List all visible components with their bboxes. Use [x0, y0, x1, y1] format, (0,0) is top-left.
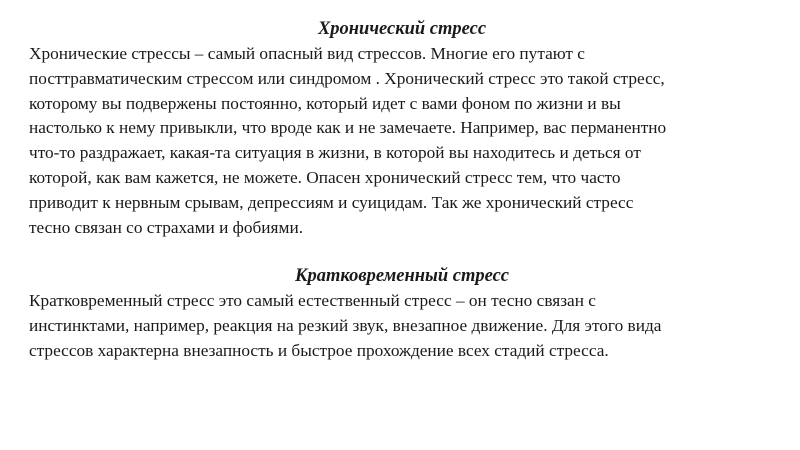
- paragraph-line: тесно связан со страхами и фобиями.: [29, 217, 304, 237]
- paragraph-line: настолько к нему привыкли, что вроде как и не замечаете. Например, вас перманентно: [29, 118, 667, 138]
- short-term-stress-paragraph: [29, 289, 775, 363]
- paragraph-line: которой, как вам кажется, не можете. Опасен хронический стресс тем, что часто: [29, 167, 621, 187]
- chronic-stress-paragraph: [29, 42, 775, 240]
- paragraph-line: Кратковременный стресс это самый естественный стресс – он тесно связан с: [29, 291, 596, 310]
- paragraph-line: приводит к нервным срывам, депрессиям и суицидам. Так же хронический стресс: [29, 192, 634, 212]
- short-term-stress-section: [29, 263, 775, 363]
- chronic-stress-heading: Хронический стресс: [317, 19, 487, 39]
- paragraph-line: инстинктами, например, реакция на резкий звук, внезапное движение. Для этого вида: [29, 315, 662, 335]
- chronic-stress-section: [29, 16, 775, 240]
- paragraph-line: Хронические стрессы – самый опасный вид стрессов. Многие его путают с: [29, 44, 585, 63]
- paragraph-line: стрессов характерна внезапность и быстрое прохождение всех стадий стресса.: [29, 340, 609, 360]
- paragraph-line: которому вы подвержены постоянно, который идет с вами фоном по жизни и вы: [29, 93, 621, 113]
- paragraph-line: посттравматическим стрессом или синдромом . Хронический стресс это такой стресс,: [29, 68, 665, 88]
- short-term-stress-heading: Кратковременный стресс: [294, 266, 510, 286]
- paragraph-line: что-то раздражает, какая-та ситуация в жизни, в которой вы находитесь и деться от: [29, 143, 641, 163]
